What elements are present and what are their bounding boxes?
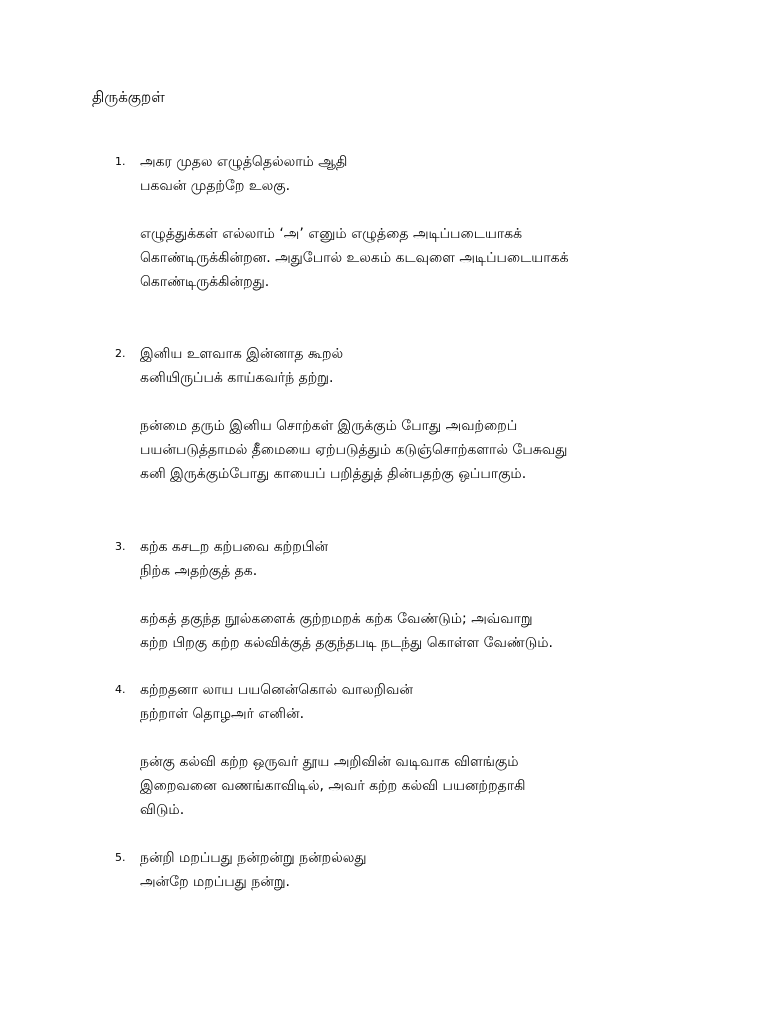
meaning-line: கனி இருக்கும்போது காயைப் பறித்துத் தின்பதற்கு ஒப்பாகும். <box>140 466 527 482</box>
meaning-line: விடும். <box>140 802 185 818</box>
kural-verse <box>140 150 700 198</box>
meaning-line: கொண்டிருக்கின்றது. <box>140 274 270 290</box>
meaning-line: நன்கு கல்வி கற்ற ஒருவர் தூய அறிவின் வடிவாக விளங்கும் <box>140 754 519 770</box>
verse-line: பகவன் முதற்றே உலகு. <box>140 178 291 194</box>
verse-line: நன்றி மறப்பது நன்றன்று நன்றல்லது <box>140 850 367 866</box>
kural-verse <box>140 535 700 583</box>
meaning-line: நன்மை தரும் இனிய சொற்கள் இருக்கும் போது அவற்றைப் <box>140 418 518 434</box>
kural-number: 5. <box>115 851 126 864</box>
verse-line: கனியிருப்பக் காய்கவர்ந் தற்று. <box>140 370 334 386</box>
meaning-line: கொண்டிருக்கின்றன. அதுபோல் உலகம் கடவுளை அடிப்படையாகக் <box>140 250 569 266</box>
kural-verse <box>140 846 700 894</box>
meaning-line: பயன்படுத்தாமல் தீமையை ஏற்படுத்தும் கடுஞ்சொற்களால் பேசுவது <box>140 442 568 458</box>
meaning-line: கற்கத் தகுந்த நூல்களைக் குற்றமறக் கற்க வேண்டும்; அவ்வாறு <box>140 611 533 627</box>
verse-line: கற்க கசடற கற்பவை கற்றபின் <box>140 539 329 555</box>
verse-line: அகர முதல எழுத்தெல்லாம் ஆதி <box>140 154 348 170</box>
kural-meaning <box>140 414 700 486</box>
meaning-line: இறைவனை வணங்காவிடில், அவர் கற்ற கல்வி பயனற்றதாகி <box>140 778 526 794</box>
verse-line: அன்றே மறப்பது நன்று. <box>140 874 290 890</box>
kural-number: 1. <box>115 155 126 168</box>
meaning-line: எழுத்துக்கள் எல்லாம் ‘அ’ எனும் எழுத்தை அடிப்படையாகக் <box>140 226 523 242</box>
page-title: திருக்குறள் <box>92 88 165 106</box>
kural-number: 2. <box>115 347 126 360</box>
meaning-line: கற்ற பிறகு கற்ற கல்விக்குத் தகுந்தபடி நடந்து கொள்ள வேண்டும். <box>140 635 553 651</box>
verse-line: இனிய உளவாக இன்னாத கூறல் <box>140 346 344 362</box>
kural-number: 3. <box>115 540 126 553</box>
kural-meaning <box>140 222 700 294</box>
verse-line: நிற்க அதற்குத் தக. <box>140 563 258 579</box>
kural-verse <box>140 342 700 390</box>
verse-line: கற்றதனா லாய பயனென்கொல் வாலறிவன் <box>140 682 413 698</box>
kural-meaning <box>140 607 700 655</box>
kural-meaning <box>140 750 700 822</box>
kural-number: 4. <box>115 683 126 696</box>
verse-line: நற்றாள் தொழஅர் எனின். <box>140 706 305 722</box>
kural-verse <box>140 678 700 726</box>
